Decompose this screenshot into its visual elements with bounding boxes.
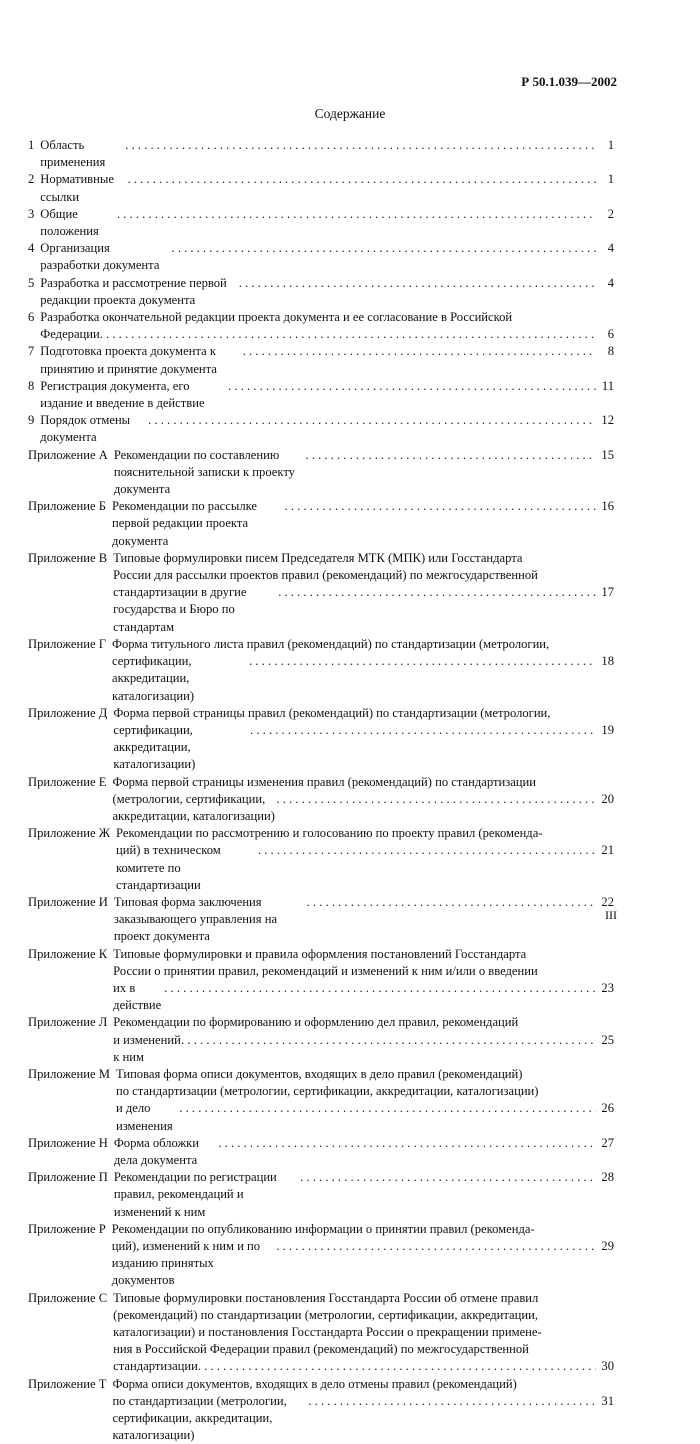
toc-entry-text: стандартизации в другие государства и Бюро по стандартам — [113, 585, 247, 634]
toc-entry-page: 25 — [601, 1032, 614, 1047]
toc-entry-number: 5 — [28, 275, 35, 290]
toc-entry-number: 8 — [28, 378, 35, 393]
toc-entry-page: 27 — [601, 1135, 614, 1150]
toc-entry-text: (рекомендаций) по стандартизации (метрологии, сертификации, аккредитации, — [113, 1307, 539, 1322]
toc-entry — [28, 825, 614, 894]
toc-entry-text: по стандартизации (метрологии, сертификации, аккредитации, каталогизации) — [112, 1393, 287, 1443]
page-number: III — [605, 908, 617, 922]
toc-entry-number: Приложение Б — [28, 499, 106, 514]
toc-entry-text: Типовые формулировки писем Председателя МТК (МПК) или Госстандарта — [113, 550, 523, 565]
toc-entry-page: 29 — [601, 1239, 614, 1253]
toc-entry-text: каталогизации) и постановления Госстандарта России о прекращении примене- — [113, 1325, 542, 1340]
table-of-contents — [28, 137, 614, 1444]
toc-entry-text: Общие положения — [40, 206, 99, 239]
toc-entry-text: и изменений к ним — [113, 1032, 181, 1064]
toc-entry-number: 4 — [28, 241, 35, 256]
toc-entry-text: Рекомендации по рассмотрению и голосованию по проекту правил (рекоменда- — [116, 826, 543, 841]
toc-entry-number: Приложение Р — [28, 1221, 106, 1236]
toc-entry-number: Приложение Д — [28, 705, 108, 720]
dot-leader — [198, 1358, 596, 1375]
toc-entry — [28, 137, 614, 171]
toc-entry — [28, 550, 614, 636]
dot-leader — [308, 1393, 596, 1410]
dot-leader — [276, 1238, 596, 1255]
toc-entry-page: 12 — [601, 413, 614, 428]
toc-entry-number: Приложение И — [28, 894, 108, 909]
toc-entry-text: их в действие — [113, 980, 162, 1013]
dot-leader — [125, 137, 596, 154]
toc-entry-text: России о принятии правил, рекомендаций и изменений к ним и/или о введении — [113, 963, 538, 978]
toc-entry-number: Приложение А — [28, 447, 108, 462]
toc-entry-page: 28 — [601, 1170, 614, 1185]
toc-entry — [28, 1014, 614, 1066]
toc-entry — [28, 412, 614, 446]
toc-entry-text: Регистрация документа, его издание и введение в действие — [40, 378, 205, 411]
toc-entry-number: Приложение Л — [28, 1015, 108, 1030]
toc-entry-text: Типовые формулировки и правила оформления постановлений Госстандарта — [113, 946, 527, 961]
toc-entry-number: Приложение Н — [28, 1135, 108, 1150]
toc-entry-text: Рекомендации по опубликованию информации о принятии правил (рекоменда- — [111, 1221, 535, 1236]
toc-entry-page: 2 — [607, 206, 614, 221]
toc-entry — [28, 447, 614, 499]
toc-entry-text: стандартизации — [113, 1359, 198, 1374]
toc-entry-text: Подготовка проекта документа к принятию и принятие документа — [40, 344, 217, 376]
toc-entry-text: сертификации, аккредитации, каталогизации) — [112, 654, 195, 703]
toc-entry-text: Рекомендации по формированию и оформлению дел правил, рекомендаций — [113, 1015, 519, 1030]
toc-entry-page: 1 — [607, 172, 614, 187]
dot-leader — [258, 842, 596, 859]
toc-entry-text: Рекомендации по рассылке первой редакции проекта документа — [111, 499, 258, 548]
toc-entry — [28, 498, 614, 550]
toc-entry — [28, 1169, 614, 1221]
toc-entry — [28, 774, 614, 826]
toc-entry-number: Приложение Г — [28, 636, 107, 651]
dot-leader — [239, 275, 596, 292]
toc-entry — [28, 343, 614, 377]
toc-entry — [28, 171, 614, 205]
dot-leader — [164, 980, 596, 997]
toc-entry — [28, 378, 614, 412]
toc-entry-number: 6 — [28, 310, 35, 325]
toc-entry-text: Типовая форма заключения заказывающего управления на проект документа — [113, 894, 278, 944]
toc-entry-number: Приложение М — [28, 1066, 110, 1081]
toc-entry — [28, 705, 614, 774]
toc-entry-text: сертификации, аккредитации, каталогизации) — [113, 722, 196, 772]
toc-entry-page: 11 — [601, 378, 614, 393]
toc-entry-page: 19 — [601, 722, 614, 737]
toc-entry — [28, 240, 614, 274]
toc-entry-page: 20 — [601, 791, 614, 806]
toc-entry-text: и дело изменения — [115, 1101, 173, 1133]
dot-leader — [117, 206, 596, 223]
toc-entry — [28, 275, 614, 309]
toc-entry-number: 3 — [28, 206, 35, 221]
toc-entry — [28, 1135, 614, 1169]
toc-entry-number: Приложение В — [28, 550, 108, 565]
dot-leader — [278, 584, 596, 601]
toc-entry-number: Приложение К — [28, 946, 108, 961]
toc-entry-page: 17 — [601, 585, 614, 600]
toc-entry-page: 16 — [601, 499, 614, 514]
toc-entry-page: 4 — [607, 275, 614, 290]
dot-leader — [218, 1135, 596, 1152]
toc-entry-number: 2 — [28, 172, 35, 187]
toc-entry-text: Федерации — [40, 327, 100, 342]
dot-leader — [300, 1169, 596, 1186]
toc-entry — [28, 1221, 614, 1290]
toc-entry — [28, 206, 614, 240]
toc-entry — [28, 1066, 614, 1135]
dot-leader — [128, 171, 596, 188]
dot-leader — [250, 722, 596, 739]
toc-entry-text: (метрологии, сертификации, аккредитации, каталогизации) — [112, 791, 275, 823]
toc-entry-page: 18 — [601, 654, 614, 669]
toc-entry-number: Приложение П — [28, 1170, 108, 1185]
toc-entry-page: 8 — [607, 344, 614, 359]
toc-entry-text: ций) в техническом комитете по стандартизации — [116, 843, 221, 892]
toc-entry-page: 21 — [601, 843, 614, 858]
toc-entry-number: Приложение Е — [28, 774, 107, 789]
document-code: Р 50.1.039—2002 — [521, 74, 617, 89]
toc-entry-number: Приложение Т — [28, 1376, 107, 1391]
dot-leader — [249, 653, 596, 670]
toc-entry-page: 31 — [601, 1393, 614, 1408]
toc-entry-text: Разработка и рассмотрение первой редакции проекта документа — [40, 275, 227, 307]
dot-leader — [305, 447, 596, 464]
toc-entry-number: 7 — [28, 344, 35, 359]
toc-entry-text: Разработка окончательной редакции проекта документа и ее согласование в Российской — [40, 310, 513, 325]
toc-entry-page: 1 — [607, 138, 614, 152]
toc-entry-text: Область применения — [40, 138, 106, 170]
toc-entry-page: 30 — [601, 1359, 614, 1374]
toc-entry-number: Приложение Ж — [28, 826, 111, 841]
toc-entry-page: 22 — [601, 894, 614, 909]
toc-entry-text: Форма описи документов, входящих в дело отмены правил (рекомендаций) — [112, 1376, 517, 1391]
toc-entry-text: Типовые формулировки постановления Госстандарта России об отмене правил — [113, 1290, 539, 1305]
toc-entry-text: Форма титульного листа правил (рекомендаций) по стандартизации (метрологии, — [112, 636, 550, 651]
toc-entry-text: ния в Российской Федерации правил (рекомендаций) по межгосударственной — [113, 1342, 529, 1357]
toc-entry-text: России для рассылки проектов правил (рекомендаций) по межгосударственной — [113, 568, 538, 583]
toc-entry-page: 15 — [601, 447, 614, 462]
toc-entry-text: Типовая форма описи документов, входящих в дело правил (рекомендаций) — [115, 1066, 523, 1081]
toc-entry — [28, 636, 614, 705]
toc-entry-page: 26 — [601, 1101, 614, 1116]
toc-entry-text: Форма первой страницы правил (рекомендаций) по стандартизации (метрологии, — [113, 705, 551, 720]
toc-entry-page: 6 — [607, 327, 614, 342]
toc-entry — [28, 1290, 614, 1376]
toc-entry-number: 9 — [28, 413, 35, 428]
dot-leader — [307, 894, 596, 911]
dot-leader — [148, 412, 596, 429]
toc-entry — [28, 1376, 614, 1444]
toc-entry — [28, 946, 614, 1015]
dot-leader — [100, 326, 596, 343]
toc-entry-number: Приложение С — [28, 1290, 108, 1305]
toc-entry-text: ций), изменений к ним и по изданию принятых документов — [111, 1239, 261, 1288]
dot-leader — [243, 343, 596, 360]
toc-entry-text: Рекомендации по составлению пояснительной записки к проекту документа — [113, 447, 295, 497]
toc-entry-page: 23 — [601, 980, 614, 995]
dot-leader — [228, 378, 596, 395]
toc-entry-text: Организация разработки документа — [40, 241, 160, 273]
toc-entry-text: Форма первой страницы изменения правил (рекомендаций) по стандартизации — [112, 774, 537, 789]
toc-entry-text: Рекомендации по регистрации правил, рекомендаций и изменений к ним — [113, 1170, 277, 1219]
dot-leader — [179, 1100, 596, 1117]
toc-entry-text: Форма обложки дела документа — [113, 1135, 200, 1167]
dot-leader — [277, 791, 597, 808]
toc-entry-text: Нормативные ссылки — [40, 172, 114, 204]
toc-entry-page: 4 — [607, 241, 614, 256]
dot-leader — [285, 498, 596, 515]
toc-entry-number: 1 — [28, 138, 35, 152]
toc-entry — [28, 894, 614, 946]
dot-leader — [181, 1032, 596, 1049]
toc-entry — [28, 309, 614, 343]
dot-leader — [172, 240, 596, 257]
toc-title: Содержание — [314, 106, 386, 121]
toc-entry-text: по стандартизации (метрологии, сертификации, аккредитации, каталогизации) — [115, 1084, 539, 1099]
toc-entry-text: Порядок отмены документа — [40, 413, 131, 445]
